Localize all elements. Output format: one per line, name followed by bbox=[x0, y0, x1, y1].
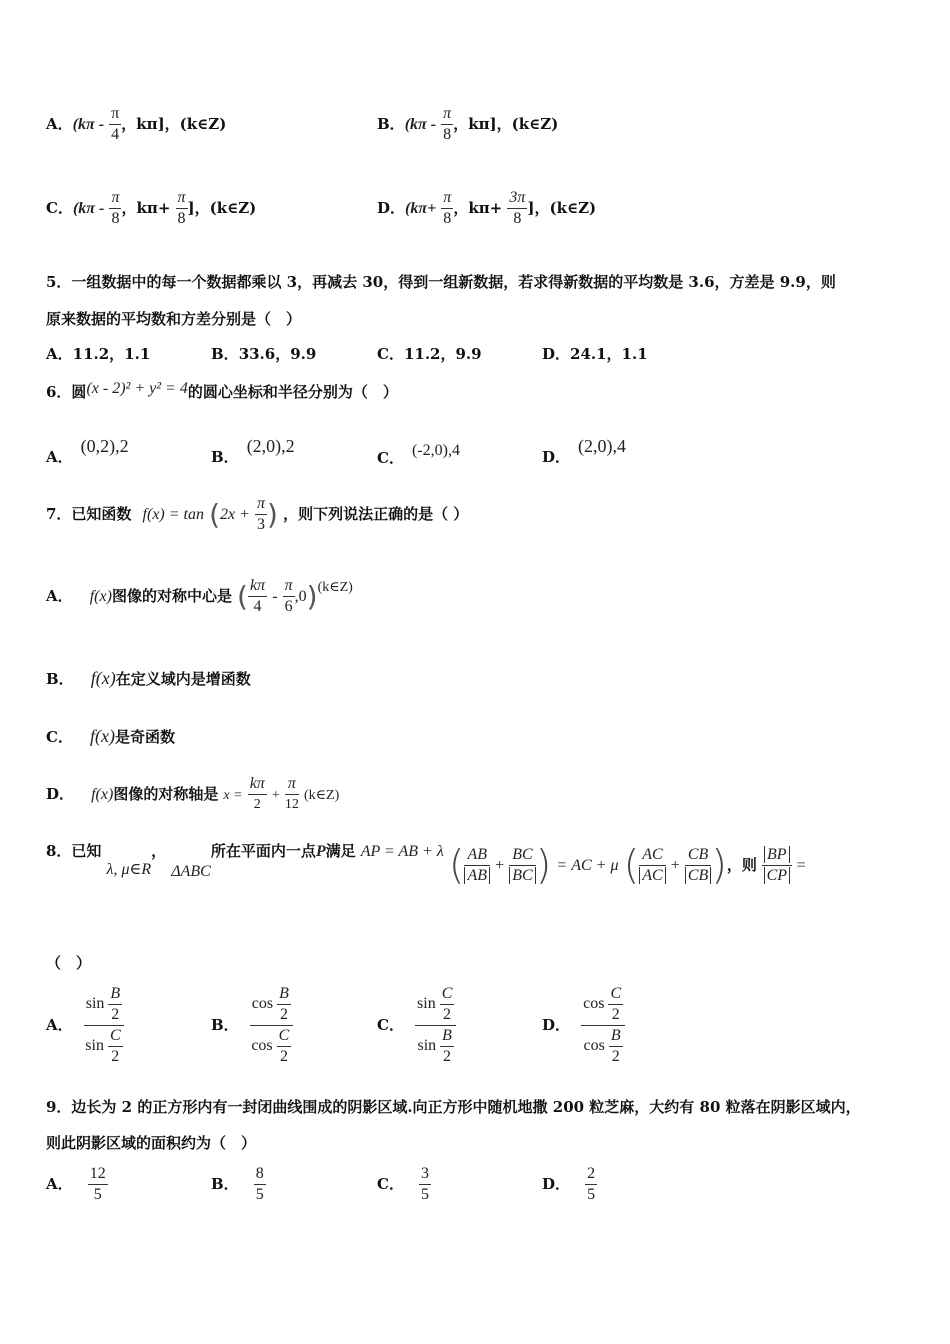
fraction: $\frac{\pi}{8}$ bbox=[111, 189, 120, 227]
q7-option-d[interactable]: D． f(x)图像的对称轴是 x = $\frac{k\pi}{2}$ + $\frac{\pi}{12}$ (k∈Z) bbox=[46, 775, 340, 812]
fraction: $\frac{\pi}{8}$ bbox=[443, 105, 452, 143]
function-def: f(x) = tan bbox=[142, 506, 204, 523]
fraction: $\frac{\pi}{8}$ bbox=[443, 189, 452, 227]
fraction: $\frac{\pi}{4}$ bbox=[111, 105, 120, 143]
q6-option-b[interactable]: B．(2,0),2 bbox=[211, 436, 295, 466]
option-label: A． bbox=[46, 115, 73, 133]
q6-stem: 6．圆(x - 2)² + y² = 4的圆心坐标和半径分别为（ ） bbox=[46, 380, 398, 401]
q9-option-d[interactable]: D． $\frac{2}{5}$ bbox=[542, 1165, 596, 1203]
q4-option-d[interactable]: D．(kπ+ $\frac{\pi}{8}$ ，kπ+ $\frac{3\pi}{8}$ ]，(k∈Z) bbox=[377, 189, 597, 227]
q8-option-c[interactable]: C． sin $\frac{C}{2}$ sin $\frac{B}{2}$ bbox=[377, 984, 456, 1067]
q8-option-d[interactable]: D． cos $\frac{C}{2}$ cos $\frac{B}{2}$ bbox=[542, 984, 625, 1067]
q9-stem-line2: 则此阴影区域的面积约为（ ） bbox=[46, 1134, 257, 1152]
circle-equation: (x - 2)² + y² = 4 bbox=[86, 380, 188, 397]
q8-blank: （ ） bbox=[46, 954, 92, 972]
q9-option-a[interactable]: A． $\frac{12}{5}$ bbox=[46, 1165, 106, 1203]
q5-stem-line2: 原来数据的平均数和方差分别是（ ） bbox=[46, 310, 302, 328]
q9-option-c[interactable]: C． $\frac{3}{5}$ bbox=[377, 1165, 430, 1203]
q5-option-d[interactable]: D．24.1，1.1 bbox=[542, 345, 648, 363]
q8-option-a[interactable]: A． sin $\frac{B}{2}$ sin $\frac{C}{2}$ bbox=[46, 984, 124, 1067]
q6-option-c[interactable]: C． (-2,0),4 bbox=[377, 442, 460, 467]
q6-option-d[interactable]: D．(2,0),4 bbox=[542, 436, 627, 466]
q4-option-c[interactable]: C．(kπ - $\frac{\pi}{8}$ ，kπ+ $\frac{\pi}{8}$ ]，(k∈Z) bbox=[46, 189, 257, 227]
fraction: $\frac{3\pi}{8}$ bbox=[509, 189, 526, 227]
q9-option-b[interactable]: B． $\frac{8}{5}$ bbox=[211, 1165, 264, 1203]
q4-option-b[interactable]: B．(kπ - $\frac{\pi}{8}$ ，kπ]，(k∈Z) bbox=[377, 105, 559, 143]
option-label: B． bbox=[377, 115, 405, 133]
q7-stem: 7．已知函数 f(x) = tan (2x + $\frac{\pi}{3}$ ) ，则下列说法正确的是（ ） bbox=[46, 495, 469, 533]
q5-option-a[interactable]: A．11.2，1.1 bbox=[46, 345, 151, 363]
q6-option-a[interactable]: A．(0,2),2 bbox=[46, 436, 129, 466]
q4-option-a[interactable]: A．(kπ - $\frac{\pi}{4}$ ，kπ]，(k∈Z) bbox=[46, 105, 227, 143]
option-label: C． bbox=[46, 199, 73, 217]
q7-option-c[interactable]: C． f(x)是奇函数 bbox=[46, 726, 176, 746]
q5-option-b[interactable]: B．33.6，9.9 bbox=[211, 345, 317, 363]
q7-option-a[interactable]: A． f(x)图像的对称中心是 ( $\frac{k\pi}{4}$ - $\frac{\pi}{6}$ ,0)(k∈Z) bbox=[46, 577, 353, 615]
q8-option-b[interactable]: B． cos $\frac{B}{2}$ cos $\frac{C}{2}$ bbox=[211, 984, 293, 1067]
q8-stem: 8．已知 λ, μ∈R， ΔABC所在平面内一点P满足 AP = AB + λ ( $\frac{AB}{AB}$ + $\frac{BC}{BC}$ ) = AC + μ ( $\frac{AC}{AC}$ + $\frac{CB}{CB}$ )，则 $\frac{BP}{CP}$ = bbox=[46, 842, 806, 889]
q5-option-c[interactable]: C．11.2，9.9 bbox=[377, 345, 482, 363]
option-label: D． bbox=[377, 199, 406, 217]
q7-option-b[interactable]: B． f(x)在定义域内是增函数 bbox=[46, 668, 251, 688]
q9-stem-line1: 9．边长为 2 的正方形内有一封闭曲线围成的阴影区域.向正方形中随机地撒 200 粒芝麻，大约有 80 粒落在阴影区域内， bbox=[46, 1098, 861, 1116]
fraction: $\frac{\pi}{8}$ bbox=[177, 189, 186, 227]
vector-equation: AP = AB + λ bbox=[360, 843, 444, 860]
q5-stem-line1: 5．一组数据中的每一个数据都乘以 3，再减去 30，得到一组新数据，若求得新数据的平均数是 3.6，方差是 9.9，则 bbox=[46, 273, 836, 291]
